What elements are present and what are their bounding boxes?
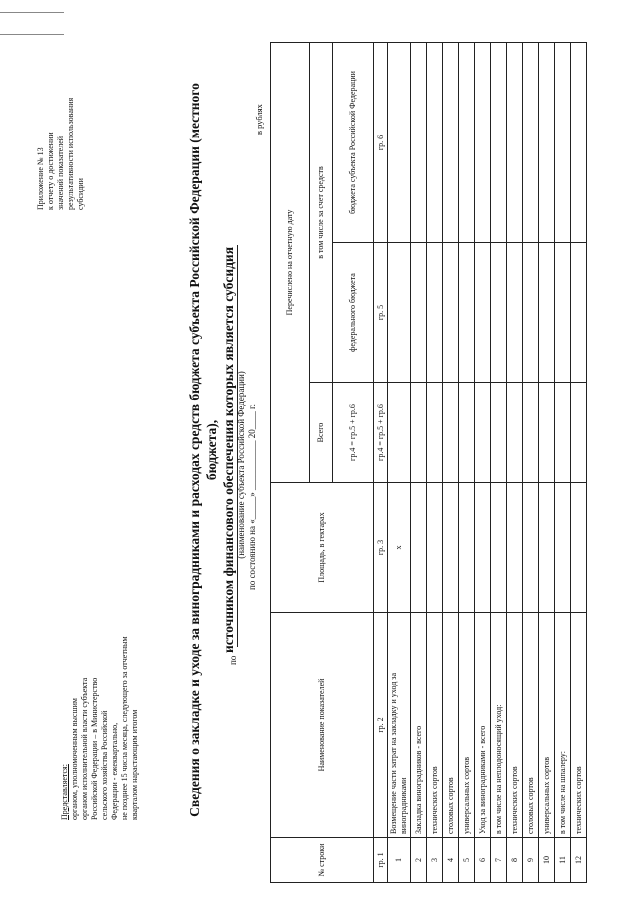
regional-cell <box>523 42 539 242</box>
table-row <box>459 42 475 882</box>
table-row <box>411 42 427 882</box>
row-number-cell: 5 <box>459 838 475 883</box>
region-label: по <box>228 655 238 665</box>
col-header-area: Площадь, в гектарах <box>271 483 374 613</box>
federal-cell <box>555 243 571 383</box>
title-line-1: Сведения о закладке и уходе за виноградниками и расходах средств бюджета субъекта Российской Федерации (местного бюджета), <box>187 83 219 817</box>
col-number: гр. 6 <box>374 42 388 242</box>
presented-line: Федерации - ежеквартально, <box>110 722 119 820</box>
row-number-cell: 12 <box>571 838 587 883</box>
regional-cell <box>507 42 523 242</box>
federal-cell <box>459 243 475 383</box>
col-number: гр.4 = гр.5 + гр.6 <box>374 383 388 483</box>
regional-cell <box>475 42 491 242</box>
total-cell <box>491 383 507 483</box>
federal-cell <box>523 243 539 383</box>
regional-cell <box>555 42 571 242</box>
row-number-cell: 4 <box>443 838 459 883</box>
federal-cell <box>388 243 411 383</box>
area-cell <box>411 483 427 613</box>
total-cell <box>571 383 587 483</box>
appendix-block <box>36 40 86 210</box>
indicator-name-cell: Уход за виноградниками - всего <box>475 613 491 838</box>
federal-cell <box>411 243 427 383</box>
appendix-line: Приложение № 13 <box>36 147 45 210</box>
row-number-cell: 2 <box>411 838 427 883</box>
federal-cell <box>539 243 555 383</box>
regional-cell <box>388 42 411 242</box>
presented-line: сельского хозяйства Российской <box>100 710 109 820</box>
total-cell <box>388 383 411 483</box>
header-row <box>271 42 310 882</box>
indicator-name-cell: столовых сортов <box>523 613 539 838</box>
col-header-federal: федерального бюджета <box>333 243 374 383</box>
regional-cell <box>443 42 459 242</box>
appendix-line: результативности использования <box>66 97 75 210</box>
table-row <box>475 42 491 882</box>
indicator-name-cell: универсальных сортов <box>539 613 555 838</box>
indicator-name-cell: в том числе на шпалеру: <box>555 613 571 838</box>
row-number-cell: 8 <box>507 838 523 883</box>
regional-cell <box>539 42 555 242</box>
table-row <box>539 42 555 882</box>
col-header-row-num: № строки <box>271 838 374 883</box>
area-cell <box>475 483 491 613</box>
federal-cell <box>571 243 587 383</box>
row-number-cell: 6 <box>475 838 491 883</box>
total-cell <box>459 383 475 483</box>
indicator-name-cell: Закладка виноградников - всего <box>411 613 427 838</box>
indicator-name-cell: Возмещение части затрат на закладку и уход за виноградниками <box>388 613 411 838</box>
area-cell <box>539 483 555 613</box>
col-number: гр. 2 <box>374 613 388 838</box>
col-number: гр. 3 <box>374 483 388 613</box>
area-cell <box>443 483 459 613</box>
col-header-regional: бюджета субъекта Российской Федерации <box>333 42 374 242</box>
presented-line: кварталом нарастающим итогом <box>130 709 139 820</box>
presented-by-block <box>60 565 140 820</box>
appendix-line: значений показателей <box>56 135 65 210</box>
col-number: гр. 1 <box>374 838 388 883</box>
row-number-cell: 11 <box>555 838 571 883</box>
regional-cell <box>427 42 443 242</box>
indicator-name-cell: в том числе на неплодоносящий уход: <box>491 613 507 838</box>
total-cell <box>475 383 491 483</box>
region-caption: (наименование субъекта Российской Федерации) <box>236 371 246 559</box>
table-row <box>491 42 507 882</box>
total-cell <box>411 383 427 483</box>
table-row <box>523 42 539 882</box>
table-row <box>427 42 443 882</box>
area-cell <box>507 483 523 613</box>
row-number-cell: 9 <box>523 838 539 883</box>
col-number: гр. 5 <box>374 243 388 383</box>
total-cell <box>555 383 571 483</box>
indicator-name-cell: столовых сортов <box>443 613 459 838</box>
regional-cell <box>411 42 427 242</box>
total-cell <box>539 383 555 483</box>
table-row <box>507 42 523 882</box>
indicator-name-cell: универсальных сортов <box>459 613 475 838</box>
scan-edge-line <box>0 12 64 13</box>
total-cell <box>443 383 459 483</box>
federal-cell <box>427 243 443 383</box>
table-row <box>571 42 587 882</box>
total-cell <box>507 383 523 483</box>
area-cell <box>491 483 507 613</box>
appendix-line: к отчету о достижении <box>46 132 55 210</box>
row-number-cell: 3 <box>427 838 443 883</box>
area-cell: х <box>388 483 411 613</box>
row-number-cell: 10 <box>539 838 555 883</box>
area-cell <box>459 483 475 613</box>
row-number-cell: 7 <box>491 838 507 883</box>
scan-edge-line <box>0 34 64 35</box>
indicator-name-cell: технических сортов <box>507 613 523 838</box>
col-header-total-formula: гр.4 = гр.5 + гр.6 <box>333 383 374 483</box>
area-cell <box>571 483 587 613</box>
presented-line: не позднее 15 числа месяца, следующего за отчетным <box>120 636 129 820</box>
table-body <box>388 42 587 882</box>
federal-cell <box>443 243 459 383</box>
report-date-line: по состоянию на «_____» ___________ 20____ г. <box>247 404 257 590</box>
presented-line: органом, уполномоченным высшим <box>70 698 79 820</box>
units-label: в рублях <box>254 104 264 135</box>
table-row <box>555 42 571 882</box>
indicator-name-cell: технических сортов <box>427 613 443 838</box>
federal-cell <box>475 243 491 383</box>
col-header-indicator: Наименование показателей <box>271 613 374 838</box>
column-number-row <box>374 42 388 882</box>
presented-line: органом исполнительной власти субъекта <box>80 677 89 820</box>
report-table <box>270 42 587 883</box>
presented-line: Российской Федерации – в Министерство <box>90 677 99 820</box>
presented-header: Представляется: <box>60 764 69 820</box>
regional-cell <box>459 42 475 242</box>
col-header-transferred: Перечислено на отчетную дату <box>271 42 310 482</box>
row-number-cell: 1 <box>388 838 411 883</box>
regional-cell <box>491 42 507 242</box>
title-line-2: источником финансового обеспечения которых является субсидия <box>221 246 236 654</box>
regional-cell <box>571 42 587 242</box>
federal-cell <box>491 243 507 383</box>
appendix-line: субсидии <box>76 178 85 210</box>
table-row <box>388 42 411 882</box>
col-header-total: Всего <box>310 383 333 483</box>
area-cell <box>523 483 539 613</box>
total-cell <box>427 383 443 483</box>
col-header-including: в том числе за счет средств <box>310 42 333 382</box>
indicator-name-cell: технических сортов <box>571 613 587 838</box>
table-row <box>443 42 459 882</box>
federal-cell <box>507 243 523 383</box>
area-cell <box>555 483 571 613</box>
total-cell <box>523 383 539 483</box>
area-cell <box>427 483 443 613</box>
